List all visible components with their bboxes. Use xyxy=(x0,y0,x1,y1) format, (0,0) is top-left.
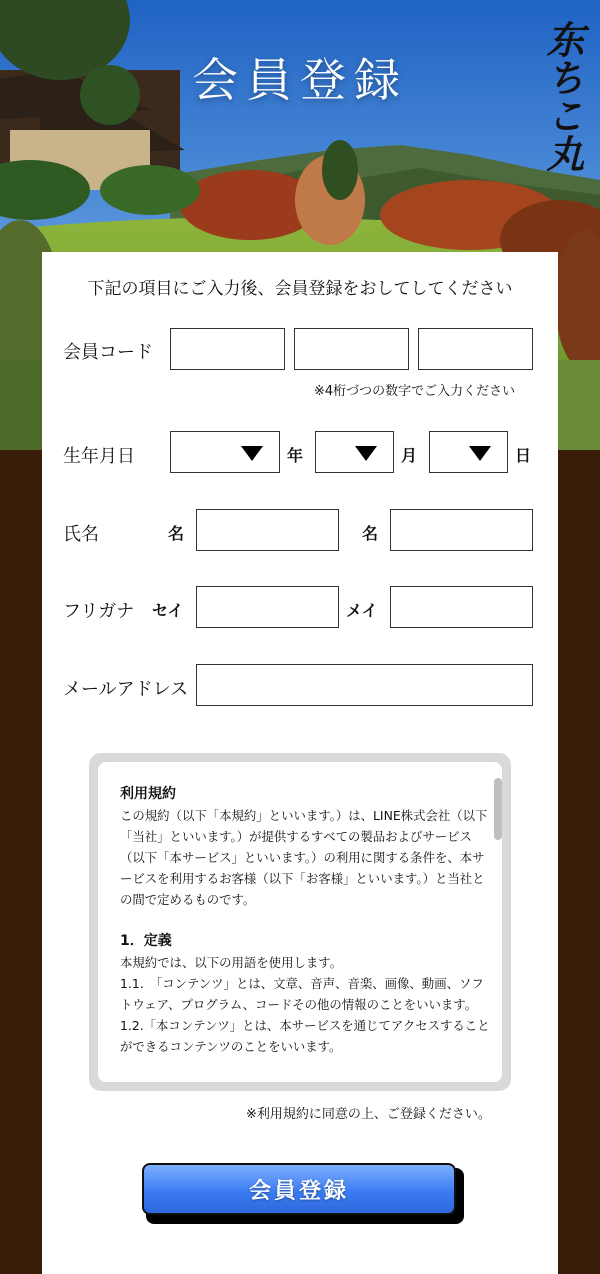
chevron-down-icon xyxy=(469,446,491,461)
birth-year-select[interactable] xyxy=(170,431,280,473)
birth-day-select[interactable] xyxy=(429,431,508,473)
member-code-field-3[interactable] xyxy=(418,328,533,370)
terms-scroll-area[interactable] xyxy=(98,762,502,1082)
register-button[interactable]: 会員登録 xyxy=(142,1163,456,1215)
first-name-field[interactable] xyxy=(390,509,533,551)
brand-logo: 东ちこ丸 xyxy=(540,20,585,172)
birth-month-select[interactable] xyxy=(315,431,394,473)
email-label: メールアドレス xyxy=(63,679,189,700)
terms-content xyxy=(120,784,492,1057)
terms-paragraph: この規約（以下「本規約」といいます。）は、LINE株式会社（以下「当社」といいます。）が提供するすべての製品およびサービス（以下「本サービス」といいます。）の利用に関する条件を、本サービスを利用するお客様（以下「お客様」といいます。）と当社との間で定めるものです。 xyxy=(120,808,488,907)
terms-item-1-1: 1.1. 「コンテンツ」とは、文章、音声、音楽、画像、動画、ソフトウェア、プログラム、コードその他の情報のことをいいます。 xyxy=(120,976,484,1012)
member-code-note: ※4桁づつの数字でご入力ください xyxy=(314,384,516,399)
terms-title: 利用規約 xyxy=(120,786,176,802)
furigana-label: フリガナ xyxy=(63,601,135,622)
email-field[interactable] xyxy=(196,664,533,706)
month-unit-label: 月 xyxy=(401,446,418,465)
chevron-down-icon xyxy=(355,446,377,461)
terms-scrollbar[interactable] xyxy=(494,778,502,840)
day-unit-label: 日 xyxy=(515,446,532,465)
form-intro-text: 下記の項目にご入力後、会員登録をおしてしてください xyxy=(87,279,513,299)
terms-section-intro: 本規約では、以下の用語を使用します。 xyxy=(120,955,343,970)
last-name-field[interactable] xyxy=(196,509,339,551)
terms-section-title: 1．定義 xyxy=(120,933,172,949)
terms-box[interactable] xyxy=(89,753,511,1091)
member-code-field-1[interactable] xyxy=(170,328,285,370)
furigana-first-prefix: メイ xyxy=(346,601,378,620)
last-name-prefix: 名 xyxy=(168,524,185,543)
member-code-field-2[interactable] xyxy=(294,328,409,370)
chevron-down-icon xyxy=(241,446,263,461)
year-unit-label: 年 xyxy=(287,446,304,465)
page-title: 会員登録 xyxy=(192,53,408,107)
first-name-prefix: 名 xyxy=(362,524,379,543)
terms-item-1-2: 1.2.「本コンテンツ」とは、本サービスを通じてアクセスすることができるコンテンツのことをいいます。 xyxy=(120,1018,490,1054)
name-label: 氏名 xyxy=(63,524,99,545)
member-code-label: 会員コード xyxy=(63,342,153,363)
furigana-first-field[interactable] xyxy=(390,586,533,628)
terms-agree-note: ※利用規約に同意の上、ご登録ください。 xyxy=(246,1107,491,1122)
furigana-last-field[interactable] xyxy=(196,586,339,628)
furigana-last-prefix: セイ xyxy=(152,601,184,620)
birthday-label: 生年月日 xyxy=(63,446,135,467)
